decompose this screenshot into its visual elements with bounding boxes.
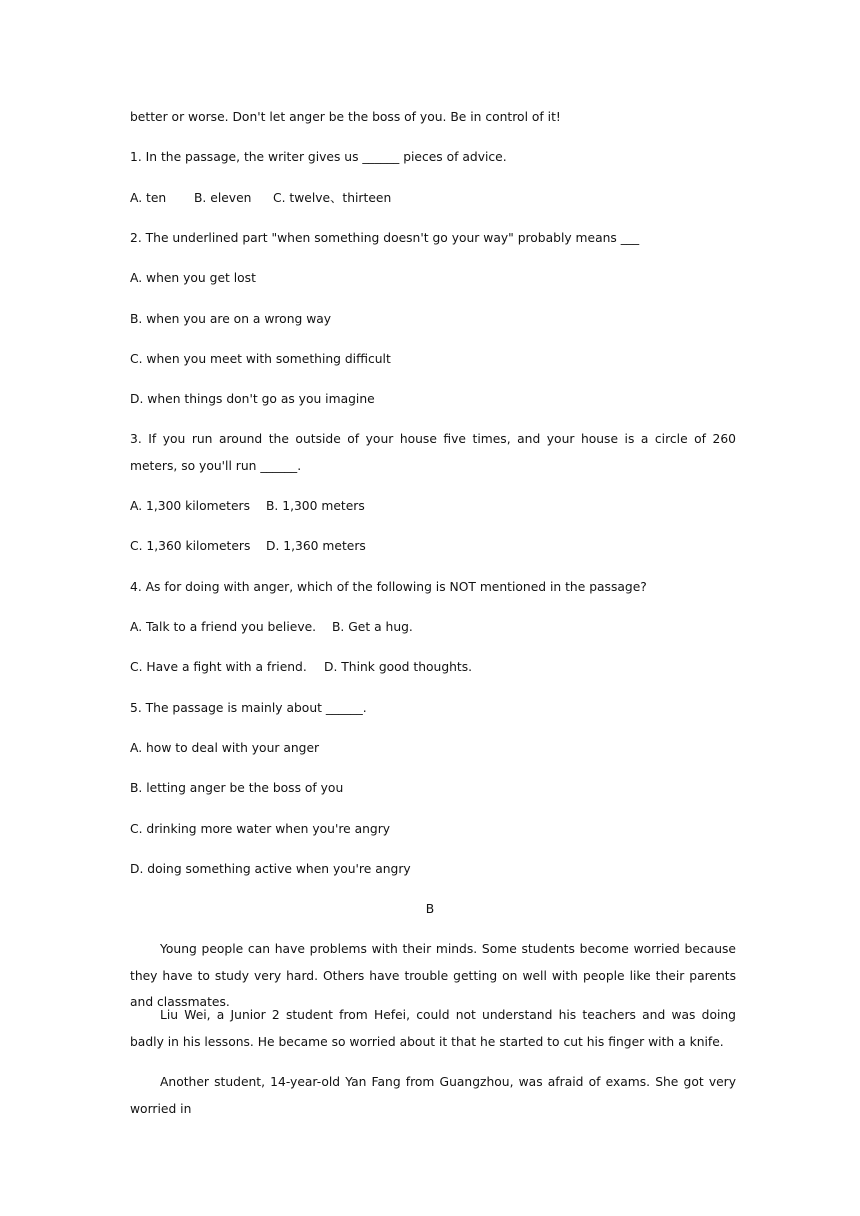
passage-b-paragraph-3: Another student, 14-year-old Yan Fang from Guangzhou, was afraid of exams. She got very worried in — [130, 1075, 736, 1116]
question-1-options — [130, 190, 740, 206]
option-1c: C. twelve、thirteen — [273, 191, 392, 205]
question-1: 1. In the passage, the writer gives us ______ pieces of advice. — [130, 150, 507, 164]
question-4-options-cd — [130, 659, 740, 675]
option-3b: B. 1,300 meters — [266, 499, 365, 513]
option-5d: D. doing something active when you're angry — [130, 862, 411, 876]
question-4-options-ab — [130, 619, 740, 635]
question-3: 3. If you run around the outside of your house five times, and your house is a circle of 260 meters, so you'll run ______. — [130, 432, 736, 473]
option-2c: C. when you meet with something difficult — [130, 352, 391, 366]
option-4a: A. Talk to a friend you believe. — [130, 620, 317, 634]
option-2a: A. when you get lost — [130, 271, 256, 285]
option-4c: C. Have a fight with a friend. — [130, 660, 307, 674]
passage-ending: better or worse. Don't let anger be the boss of you. Be in control of it! — [130, 110, 561, 124]
option-1b: B. eleven — [194, 191, 252, 205]
option-3c: C. 1,360 kilometers — [130, 539, 251, 553]
option-4d: D. Think good thoughts. — [324, 660, 473, 674]
option-5b: B. letting anger be the boss of you — [130, 781, 344, 795]
question-2: 2. The underlined part "when something doesn't go your way" probably means ___ — [130, 231, 640, 245]
section-heading-b: B — [425, 902, 435, 916]
passage-b-paragraph-1: Young people can have problems with their minds. Some students become worried because they have to study very hard. Others have trouble getting on well with people like their parents and classmates. — [130, 942, 736, 1009]
option-2b: B. when you are on a wrong way — [130, 312, 332, 326]
question-4: 4. As for doing with anger, which of the following is NOT mentioned in the passage? — [130, 580, 647, 594]
question-5: 5. The passage is mainly about ______. — [130, 701, 367, 715]
option-4b: B. Get a hug. — [332, 620, 413, 634]
option-5a: A. how to deal with your anger — [130, 741, 320, 755]
option-3d: D. 1,360 meters — [266, 539, 366, 553]
option-3a: A. 1,300 kilometers — [130, 499, 250, 513]
option-2d: D. when things don't go as you imagine — [130, 392, 375, 406]
option-5c: C. drinking more water when you're angry — [130, 822, 391, 836]
question-3-options-ab — [130, 498, 740, 514]
question-3-options-cd — [130, 538, 740, 554]
passage-b-paragraph-2: Liu Wei, a Junior 2 student from Hefei, could not understand his teachers and was doing badly in his lessons. He became so worried about it that he started to cut his finger with a knife. — [130, 1008, 736, 1049]
option-1a: A. ten — [130, 191, 167, 205]
